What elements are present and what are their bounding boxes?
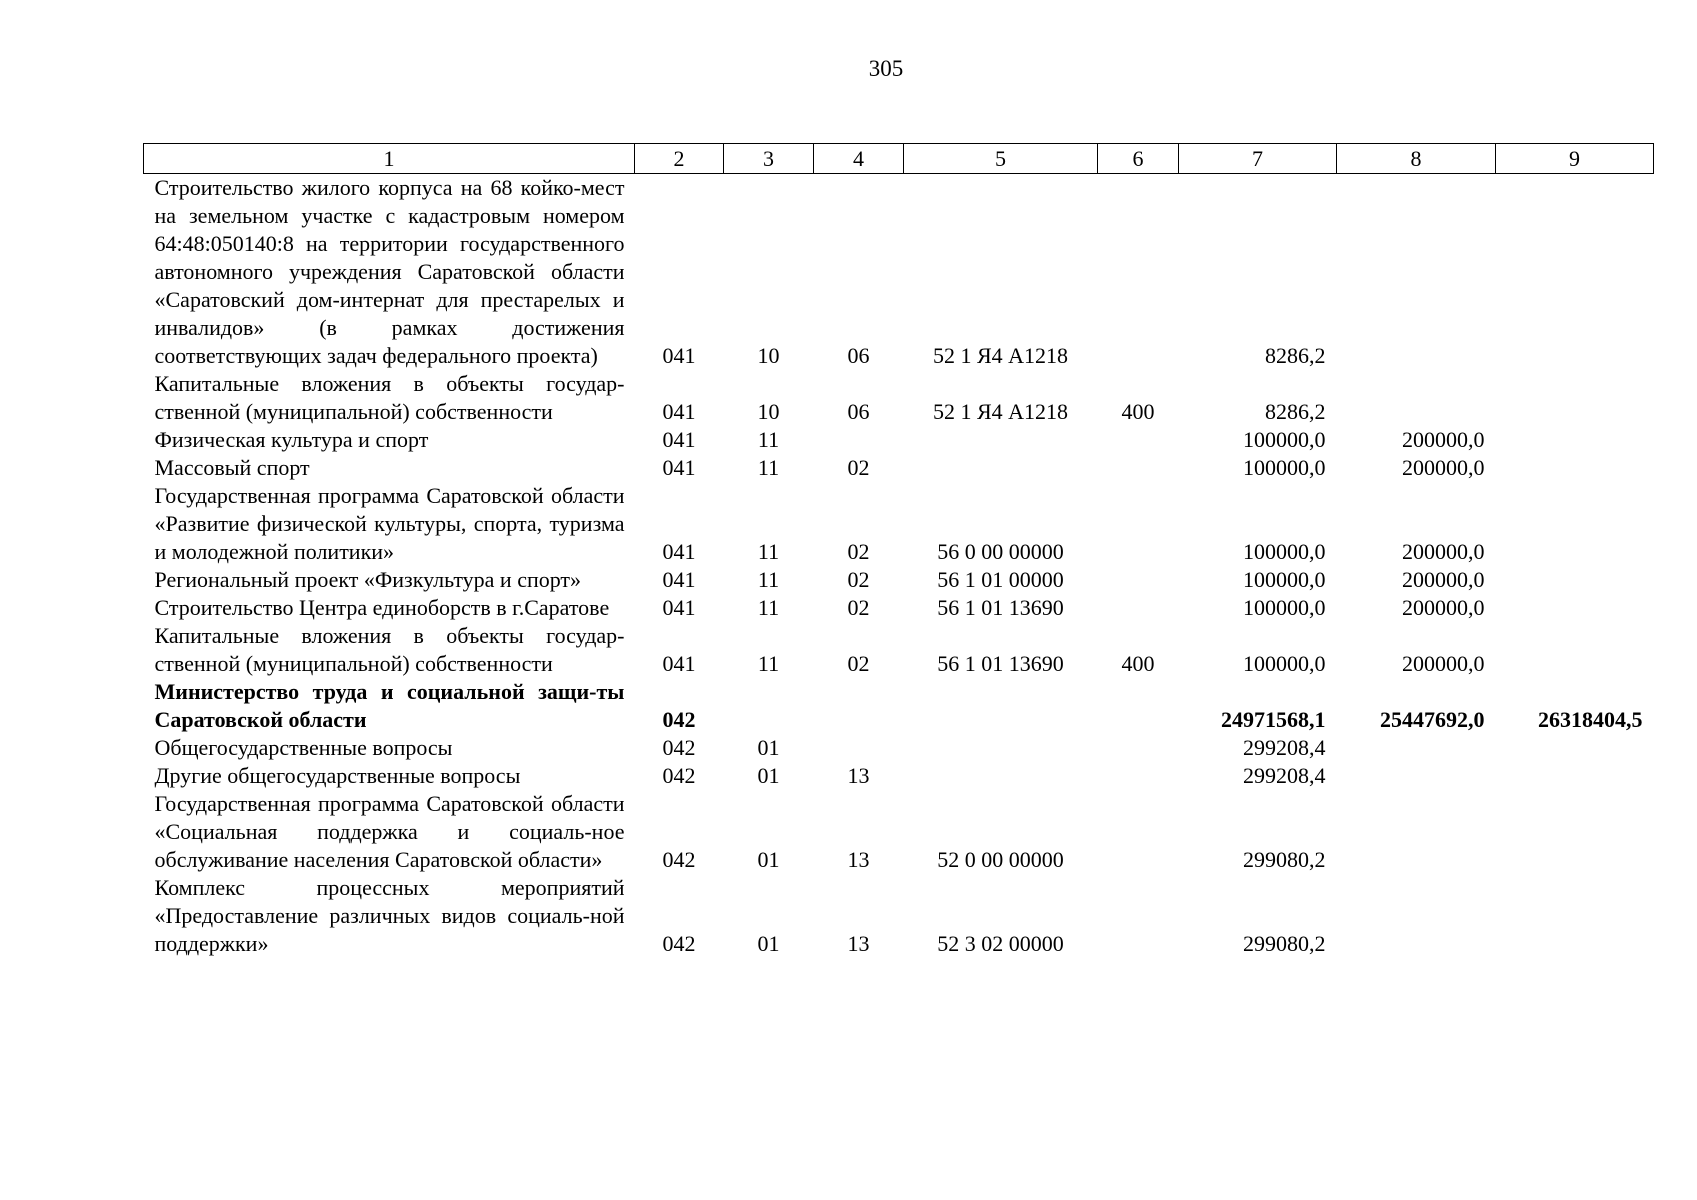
row-name-cell: Министерство труда и социальной защи-ты Саратовской области bbox=[154, 679, 625, 732]
amount-year3-cell bbox=[1496, 622, 1654, 678]
expense-type-cell bbox=[1098, 678, 1179, 734]
column-header: 7 bbox=[1179, 144, 1337, 174]
amount-year3-cell bbox=[1496, 370, 1654, 426]
table-row bbox=[144, 482, 1654, 566]
amount-year3-cell bbox=[1496, 762, 1654, 790]
target-article-cell: 56 1 01 13690 bbox=[937, 595, 1064, 620]
target-article-cell bbox=[904, 454, 1098, 482]
table-row bbox=[144, 174, 1654, 371]
table-row bbox=[144, 594, 1654, 622]
amount-year3-cell bbox=[1496, 174, 1654, 371]
amount-year3-cell bbox=[1496, 734, 1654, 762]
section-cell: 10 bbox=[757, 399, 780, 424]
amount-year1-cell: 299208,4 bbox=[1243, 735, 1326, 760]
subsection-cell bbox=[814, 734, 904, 762]
section-cell: 01 bbox=[757, 847, 780, 872]
amount-year2-cell bbox=[1337, 790, 1496, 874]
amount-year2-cell: 200000,0 bbox=[1402, 539, 1485, 564]
table-row bbox=[144, 370, 1654, 426]
table-row bbox=[144, 622, 1654, 678]
target-article-cell: 52 1 Я4 А1218 bbox=[932, 343, 1069, 368]
amount-year1-cell: 299080,2 bbox=[1243, 931, 1326, 956]
amount-year3-cell bbox=[1496, 874, 1654, 958]
target-article-cell bbox=[904, 426, 1098, 454]
amount-year1-cell: 24971568,1 bbox=[1221, 707, 1326, 732]
admin-code-cell: 042 bbox=[662, 931, 696, 956]
subsection-cell: 02 bbox=[847, 651, 870, 676]
amount-year2-cell: 25447692,0 bbox=[1380, 707, 1485, 732]
column-header: 4 bbox=[814, 144, 904, 174]
amount-year1-cell: 100000,0 bbox=[1243, 595, 1326, 620]
budget-table bbox=[143, 143, 1654, 958]
column-header: 2 bbox=[635, 144, 724, 174]
section-cell: 10 bbox=[757, 343, 780, 368]
section-cell: 11 bbox=[757, 567, 780, 592]
amount-year1-cell: 100000,0 bbox=[1243, 651, 1326, 676]
table-row bbox=[144, 874, 1654, 958]
section-cell: 11 bbox=[757, 455, 780, 480]
row-name-cell: Капитальные вложения в объекты государ-ственной (муниципальной) собственности bbox=[154, 371, 625, 424]
column-header: 3 bbox=[724, 144, 814, 174]
expense-type-cell: 400 bbox=[1121, 399, 1155, 424]
row-name-cell: Другие общегосударственные вопросы bbox=[154, 763, 521, 788]
amount-year2-cell: 200000,0 bbox=[1402, 567, 1485, 592]
section-cell bbox=[724, 678, 814, 734]
amount-year3-cell bbox=[1496, 454, 1654, 482]
amount-year2-cell bbox=[1337, 174, 1496, 371]
table-row bbox=[144, 762, 1654, 790]
admin-code-cell: 042 bbox=[662, 735, 696, 760]
amount-year1-cell: 299080,2 bbox=[1243, 847, 1326, 872]
target-article-cell bbox=[904, 734, 1098, 762]
amount-year2-cell bbox=[1337, 370, 1496, 426]
row-name-cell: Региональный проект «Физкультура и спорт» bbox=[154, 567, 582, 592]
expense-type-cell bbox=[1098, 566, 1179, 594]
section-cell: 11 bbox=[757, 595, 780, 620]
amount-year1-cell: 299208,4 bbox=[1243, 763, 1326, 788]
amount-year3-cell: 26318404,5 bbox=[1538, 707, 1643, 732]
expense-type-cell bbox=[1098, 454, 1179, 482]
expense-type-cell bbox=[1098, 482, 1179, 566]
row-name-cell: Физическая культура и спорт bbox=[154, 427, 429, 452]
section-cell: 01 bbox=[757, 931, 780, 956]
subsection-cell: 13 bbox=[847, 763, 870, 788]
target-article-cell bbox=[904, 762, 1098, 790]
amount-year1-cell: 8286,2 bbox=[1265, 399, 1326, 424]
subsection-cell bbox=[814, 678, 904, 734]
subsection-cell: 13 bbox=[847, 931, 870, 956]
row-name-cell: Государственная программа Саратовской области «Социальная поддержка и социаль-ное обслуживание населения Саратовской области» bbox=[154, 791, 625, 872]
page-number: 305 bbox=[868, 56, 904, 81]
amount-year2-cell: 200000,0 bbox=[1402, 427, 1485, 452]
section-cell: 01 bbox=[757, 735, 780, 760]
section-cell: 01 bbox=[757, 763, 780, 788]
column-header: 8 bbox=[1337, 144, 1496, 174]
admin-code-cell: 041 bbox=[662, 595, 696, 620]
subsection-cell: 02 bbox=[847, 455, 870, 480]
target-article-cell: 56 1 01 00000 bbox=[937, 567, 1064, 592]
amount-year2-cell bbox=[1337, 734, 1496, 762]
subsection-cell: 06 bbox=[847, 399, 870, 424]
amount-year2-cell: 200000,0 bbox=[1402, 651, 1485, 676]
amount-year1-cell: 100000,0 bbox=[1243, 567, 1326, 592]
amount-year1-cell: 8286,2 bbox=[1265, 343, 1326, 368]
expense-type-cell bbox=[1098, 426, 1179, 454]
amount-year3-cell bbox=[1496, 594, 1654, 622]
expense-type-cell bbox=[1098, 790, 1179, 874]
table-row bbox=[144, 790, 1654, 874]
section-cell: 11 bbox=[757, 651, 780, 676]
table-row bbox=[144, 678, 1654, 734]
subsection-cell: 13 bbox=[847, 847, 870, 872]
section-cell: 11 bbox=[757, 539, 780, 564]
subsection-cell bbox=[814, 426, 904, 454]
expense-type-cell bbox=[1098, 594, 1179, 622]
admin-code-cell: 042 bbox=[662, 847, 696, 872]
subsection-cell: 02 bbox=[847, 595, 870, 620]
subsection-cell: 06 bbox=[847, 343, 870, 368]
admin-code-cell: 041 bbox=[662, 399, 696, 424]
subsection-cell: 02 bbox=[847, 539, 870, 564]
table-row bbox=[144, 426, 1654, 454]
amount-year1-cell: 100000,0 bbox=[1243, 539, 1326, 564]
target-article-cell: 56 1 01 13690 bbox=[937, 651, 1064, 676]
admin-code-cell: 042 bbox=[662, 763, 696, 788]
amount-year3-cell bbox=[1496, 790, 1654, 874]
subsection-cell: 02 bbox=[847, 567, 870, 592]
row-name-cell: Строительство Центра единоборств в г.Саратове bbox=[154, 595, 610, 620]
admin-code-cell: 041 bbox=[662, 539, 696, 564]
row-name-cell: Капитальные вложения в объекты государ-ственной (муниципальной) собственности bbox=[154, 623, 625, 676]
amount-year3-cell bbox=[1496, 426, 1654, 454]
amount-year3-cell bbox=[1496, 566, 1654, 594]
expense-type-cell bbox=[1098, 762, 1179, 790]
amount-year1-cell: 100000,0 bbox=[1243, 427, 1326, 452]
column-header: 6 bbox=[1098, 144, 1179, 174]
expense-type-cell bbox=[1098, 174, 1179, 371]
amount-year1-cell: 100000,0 bbox=[1243, 455, 1326, 480]
row-name-cell: Массовый спорт bbox=[154, 455, 310, 480]
table-body bbox=[144, 174, 1654, 959]
section-cell: 11 bbox=[757, 427, 780, 452]
expense-type-cell bbox=[1098, 734, 1179, 762]
expense-type-cell: 400 bbox=[1121, 651, 1155, 676]
admin-code-cell: 041 bbox=[662, 427, 696, 452]
target-article-cell: 52 3 02 00000 bbox=[937, 931, 1064, 956]
column-header: 5 bbox=[904, 144, 1098, 174]
table-header bbox=[144, 144, 1654, 174]
expense-type-cell bbox=[1098, 874, 1179, 958]
admin-code-cell: 041 bbox=[662, 343, 696, 368]
amount-year2-cell: 200000,0 bbox=[1402, 595, 1485, 620]
admin-code-cell: 041 bbox=[662, 455, 696, 480]
admin-code-cell: 042 bbox=[662, 707, 696, 732]
column-number-row bbox=[144, 144, 1654, 174]
column-header: 9 bbox=[1496, 144, 1654, 174]
table-row bbox=[144, 454, 1654, 482]
row-name-cell: Государственная программа Саратовской области «Развитие физической культуры, спорта, туризма и молодежной политики» bbox=[154, 483, 625, 564]
row-name-cell: Комплекс процессных мероприятий «Предоставление различных видов социаль-ной поддержки» bbox=[154, 875, 625, 956]
target-article-cell: 56 0 00 00000 bbox=[937, 539, 1064, 564]
target-article-cell: 52 0 00 00000 bbox=[937, 847, 1064, 872]
admin-code-cell: 041 bbox=[662, 567, 696, 592]
row-name-cell: Строительство жилого корпуса на 68 койко-мест на земельном участке с кадастровым номером 64:48:050140:8 на территории государственного автономного учреждения Саратовской области «Саратовский дом-интернат для престарелых и инвалидов» (в рамках достижения соответствующих задач федерального проекта) bbox=[154, 175, 625, 368]
table-row bbox=[144, 566, 1654, 594]
amount-year2-cell bbox=[1337, 762, 1496, 790]
column-header: 1 bbox=[144, 144, 635, 174]
amount-year3-cell bbox=[1496, 482, 1654, 566]
admin-code-cell: 041 bbox=[662, 651, 696, 676]
target-article-cell: 52 1 Я4 А1218 bbox=[932, 399, 1069, 424]
amount-year2-cell bbox=[1337, 874, 1496, 958]
row-name-cell: Общегосударственные вопросы bbox=[154, 735, 453, 760]
table-row bbox=[144, 734, 1654, 762]
amount-year2-cell: 200000,0 bbox=[1402, 455, 1485, 480]
target-article-cell bbox=[904, 678, 1098, 734]
